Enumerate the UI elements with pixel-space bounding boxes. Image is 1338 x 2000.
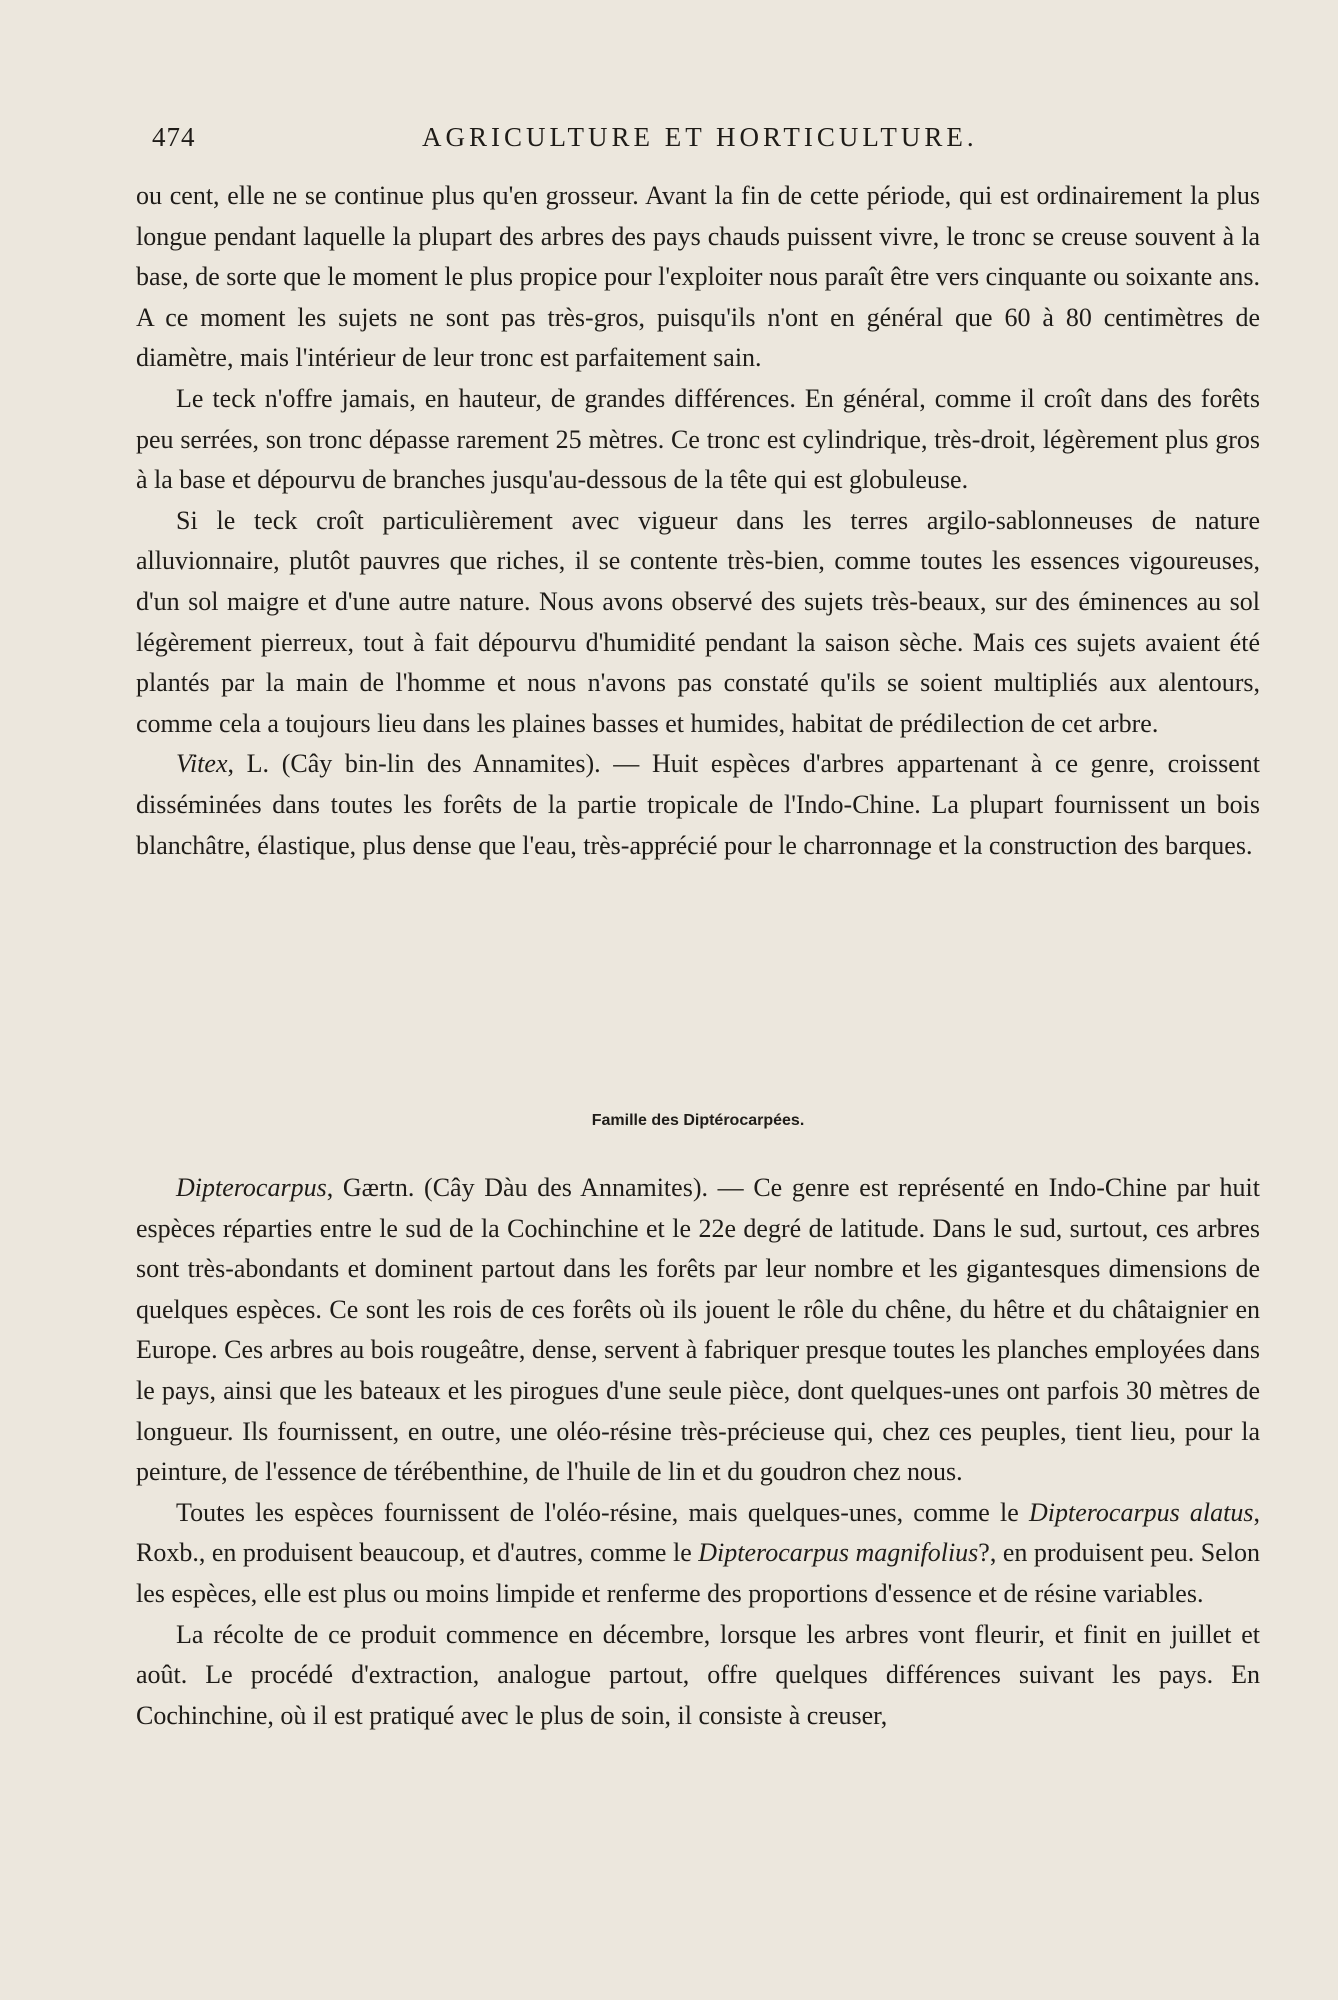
page-number: 474 <box>152 122 196 152</box>
paragraph-vitex <box>136 744 1260 866</box>
paragraph: La récolte de ce produit commence en décembre, lorsque les arbres vont fleurir, et finit en juillet et août. Le procédé d'extraction, analogue partout, offre quelques différences suivant les pays. En Cochinchine, où il est pratiqué avec le plus de soin, il consiste à creuser, <box>136 1619 1260 1730</box>
species-name: Dipterocarpus magnifolius <box>698 1538 979 1568</box>
paragraph-text: Toutes les espèces fournissent de l'oléo-résine, mais quelques-unes, comme le <box>176 1497 1030 1527</box>
section-title: Famille des Diptérocarpées. <box>591 1112 805 1129</box>
paragraph: Le teck n'offre jamais, en hauteur, de grandes différences. En général, comme il croît dans des forêts peu serrées, son tronc dépasse rarement 25 mètres. Ce tronc est cylindrique, très-droit, légèrement plus gros à la base et dépourvu de branches jusqu'au-dessous de la tête qui est globuleuse. <box>136 383 1260 495</box>
paragraph-text: , Gærtn. (Cây Dàu des Annamites). — Ce genre est représenté en Indo-Chine par huit espèces réparties entre le sud de la Cochinchine et le 22e degré de latitude. Dans le sud, surtout, ces arbres sont très-abondants et dominent partout dans les forêts par leur nombre et les gigantesques dimensions de quelques espèces. Ce sont les rois de ces forêts où ils jouent le rôle du chêne, du hêtre et du châtaignier en Europe. Ces arbres au bois rougeâtre, dense, servent à fabriquer presque toutes les planches employées dans le pays, ainsi que les bateaux et les pirogues d'une seule pièce, dont quelques-unes ont parfois 30 mètres de longueur. Ils fournissent, en outre, une oléo-résine très-précieuse qui, chez ces peuples, tient lieu, pour la peinture, de l'essence de térébenthine, de l'huile de lin et du goudron chez nous. <box>136 1173 1260 1487</box>
paragraph: ou cent, elle ne se continue plus qu'en grosseur. Avant la fin de cette période, qui est ordinairement la plus longue pendant laquelle la plupart des arbres des pays chauds puissent vivre, le tronc se creuse souvent à la base, de sorte que le moment le plus propice pour l'exploiter nous paraît être vers cinquante ou soixante ans. A ce moment les sujets ne sont pas très-gros, puisqu'ils n'ont en général que 60 à 80 centimètres de diamètre, mais l'intérieur de leur tronc est parfaitement sain. <box>136 181 1260 373</box>
text-section-dipterocarpees <box>136 1168 1260 1736</box>
running-head: AGRICULTURE ET HORTICULTURE. <box>422 122 978 152</box>
text-section-teck <box>136 176 1260 866</box>
page-header <box>152 122 1262 162</box>
paragraph-text: ?, en produisent peu. Selon les espèces, elle est plus ou moins limpide et renferme des proportions d'essence et de résine variables. <box>136 1538 1261 1608</box>
paragraph: Si le teck croît particulièrement avec vigueur dans les terres argilo-sablonneuses de nature alluvionnaire, plutôt pauvres que riches, il se contente très-bien, comme toutes les essences vigoureuses, d'un sol maigre et d'une autre nature. Nous avons observé des sujets très-beaux, sur des éminences au sol légèrement pierreux, tout à fait dépourvu d'humidité pendant la saison sèche. Mais ces sujets avaient été plantés par la main de l'homme et nous n'avons pas constaté qu'ils se soient multipliés aux alentours, comme cela a toujours lieu dans les plaines basses et humides, habitat de prédilection de cet arbre. <box>136 505 1260 738</box>
paragraph-text: , Roxb., en produisent beaucoup, et d'autres, comme le <box>136 1497 1260 1568</box>
paragraph-text: , L. (Cây bin-lin des Annamites). — Huit espèces d'arbres appartenant à ce genre, croissent disséminées dans toutes les forêts de la partie tropicale de l'Indo-Chine. La plupart fournissent un bois blanchâtre, élastique, plus dense que l'eau, très-apprécié pour le charronnage et la construction des barques. <box>136 749 1260 860</box>
genus-name: Dipterocarpus <box>176 1173 327 1202</box>
paragraph <box>136 1493 1260 1615</box>
paragraph-dipterocarpus <box>136 1168 1260 1493</box>
species-name: Dipterocarpus alatus <box>1029 1497 1254 1527</box>
genus-name: Vitex <box>176 749 228 779</box>
